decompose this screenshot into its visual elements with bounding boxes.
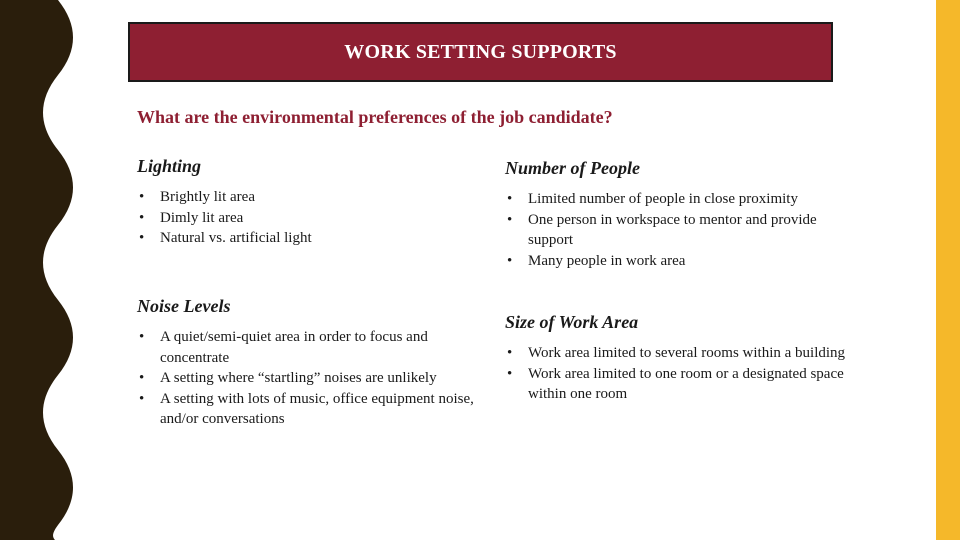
list-item: • Natural vs. artificial light [137,228,482,249]
bullet-list-size-of-work-area [505,343,850,405]
list-item: • A setting where “startling” noises are unlikely [137,368,482,389]
section-noise-levels [137,296,482,430]
list-item: • One person in workspace to mentor and provide support [505,210,850,251]
list-item: • Brightly lit area [137,187,482,208]
decorative-wavy-band [0,0,80,540]
section-heading-size-of-work-area: Size of Work Area [505,312,639,332]
section-heading-number-of-people: Number of People [505,158,640,178]
list-item: • Work area limited to one room or a designated space within one room [505,364,850,405]
list-item: • Many people in work area [505,251,850,272]
list-item: • A setting with lots of music, office equipment noise, and/or conversations [137,389,482,430]
title-banner [128,22,833,82]
section-size-of-work-area [505,312,850,405]
section-number-of-people [505,158,850,271]
list-item: • Dimly lit area [137,208,482,229]
section-heading-noise-levels: Noise Levels [137,296,231,316]
slide-title: WORK SETTING SUPPORTS [344,40,617,63]
bullet-list-number-of-people [505,189,850,271]
list-item: • Limited number of people in close proximity [505,189,850,210]
question-heading: What are the environmental preferences of the job candidate? [137,107,613,127]
decorative-accent-bar [936,0,960,540]
list-item: • Work area limited to several rooms within a building [505,343,850,364]
section-lighting [137,156,482,249]
bullet-list-lighting [137,187,482,249]
section-heading-lighting: Lighting [137,156,202,176]
list-item: • A quiet/semi-quiet area in order to focus and concentrate [137,327,482,368]
bullet-list-noise-levels [137,327,482,430]
